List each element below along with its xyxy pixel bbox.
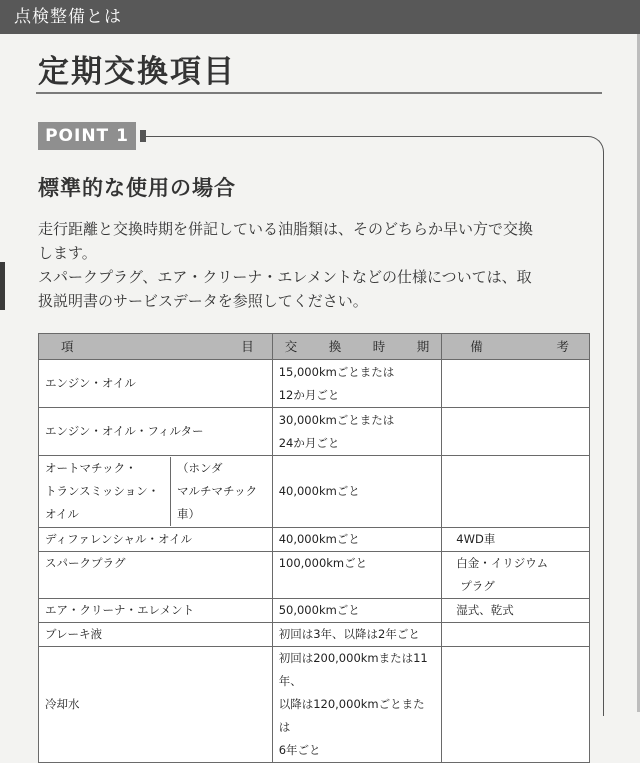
intro-line: 扱説明書のサービスデータを参照してください。 [38,292,368,310]
interval-cell: 初回は200,000kmまたは11年、 以降は120,000kmごとまたは 6年ごと [272,647,442,763]
interval-cell: 50,000kmごと [272,599,442,623]
item-cell: 冷却水 [39,647,273,763]
remarks-cell [442,408,590,456]
point-frame-notch [140,130,146,142]
item-cell: スパークプラグ [39,552,273,599]
item-cell: ブレーキ液 [39,623,273,647]
table-header-row [39,334,590,360]
item-name: オートマチック・ トランスミッション・ オイル [39,457,171,526]
remarks-cell: 湿式、乾式 [442,599,590,623]
interval-cell: 100,000kmごと [272,552,442,599]
item-cell: ディファレンシャル・オイル [39,528,273,552]
section-title: 標準的な使用の場合 [38,176,236,200]
interval-cell: 40,000kmごと [272,456,442,528]
table-row [39,360,590,408]
interval-cell: 40,000kmごと [272,528,442,552]
item-cell: エア・クリーナ・エレメント [39,599,273,623]
table-row [39,599,590,623]
header-remarks: 備 考 [442,334,590,360]
table-row [39,408,590,456]
table-row [39,647,590,763]
intro-line: します。 [38,244,97,262]
point-badge: POINT 1 [38,122,136,150]
remarks-cell [442,647,590,763]
table-row [39,528,590,552]
section-header [0,0,640,34]
item-note: （ホンダ マルチマチック 車） [177,461,258,521]
header-item: 項 目 [39,334,273,360]
intro-paragraph [38,217,594,313]
title-underline [36,92,602,94]
table-row [39,623,590,647]
item-cell: エンジン・オイル・フィルター [39,408,273,456]
item-cell [39,456,273,528]
remarks-cell [442,456,590,528]
replacement-items-table [38,333,590,763]
remarks-cell: 白金・イリジウム プラグ [442,552,590,599]
item-cell: エンジン・オイル [39,360,273,408]
remarks-cell: 4WD車 [442,528,590,552]
page-title: 定期交換項目 [38,54,236,90]
table-row [39,552,590,599]
interval-cell: 15,000kmごとまたは 12か月ごと [272,360,442,408]
interval-cell: 30,000kmごとまたは 24か月ごと [272,408,442,456]
intro-line: 走行距離と交換時期を併記している油脂類は、そのどちらか早い方で交換 [38,220,534,238]
interval-cell: 初回は3年、以降は2年ごと [272,623,442,647]
remarks-cell [442,623,590,647]
header-interval: 交 換 時 期 [272,334,442,360]
table-row [39,456,590,528]
intro-line: スパークプラグ、エア・クリーナ・エレメントなどの仕様については、取 [38,268,532,286]
section-header-title: 点検整備とは [14,7,122,27]
side-tab-marker [0,262,5,310]
remarks-cell [442,360,590,408]
